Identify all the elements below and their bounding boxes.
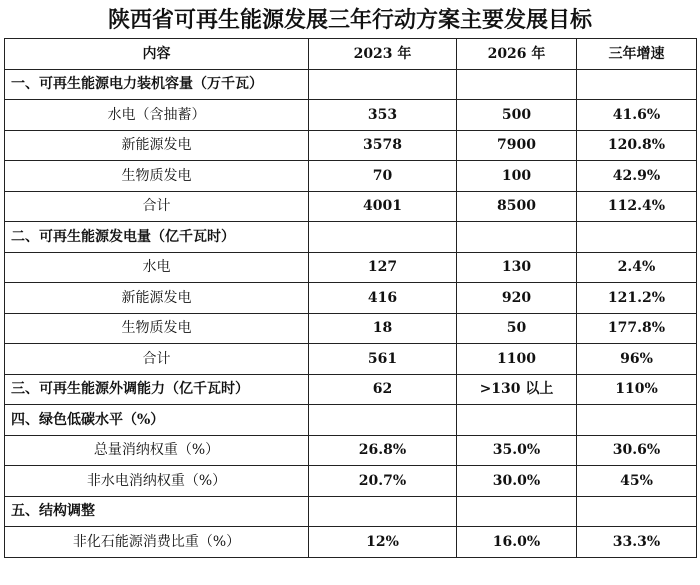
row-label: 新能源发电 xyxy=(5,130,309,161)
value-2023: 416 xyxy=(309,283,457,314)
table-row xyxy=(5,405,697,436)
value-growth: 33.3% xyxy=(577,527,697,558)
value-2023: 18 xyxy=(309,313,457,344)
document-title: 陕西省可再生能源发展三年行动方案主要发展目标 xyxy=(107,7,592,33)
value-2026 xyxy=(457,405,577,436)
row-label: 五、结构调整 xyxy=(5,496,309,527)
value-2023: 3578 xyxy=(309,130,457,161)
value-2023: 353 xyxy=(309,100,457,131)
value-2023: 127 xyxy=(309,252,457,283)
value-2026: 100 xyxy=(457,161,577,192)
row-label: 水电（含抽蓄） xyxy=(5,100,309,131)
value-2023: 4001 xyxy=(309,191,457,222)
value-growth: 41.6% xyxy=(577,100,697,131)
value-2026: 16.0% xyxy=(457,527,577,558)
header-2026: 2026 年 xyxy=(457,39,577,70)
table-row xyxy=(5,374,697,405)
value-2023: 12% xyxy=(309,527,457,558)
table-row xyxy=(5,313,697,344)
value-growth: 42.9% xyxy=(577,161,697,192)
value-growth xyxy=(577,405,697,436)
table-row xyxy=(5,496,697,527)
value-growth: 112.4% xyxy=(577,191,697,222)
value-growth xyxy=(577,496,697,527)
table-row xyxy=(5,191,697,222)
value-2026: 7900 xyxy=(457,130,577,161)
value-growth: 177.8% xyxy=(577,313,697,344)
value-2023: 62 xyxy=(309,374,457,405)
value-2023 xyxy=(309,222,457,253)
value-growth xyxy=(577,222,697,253)
value-2026 xyxy=(457,496,577,527)
row-label: 非水电消纳权重（%） xyxy=(5,466,309,497)
value-growth: 121.2% xyxy=(577,283,697,314)
table-row xyxy=(5,161,697,192)
row-label: 生物质发电 xyxy=(5,313,309,344)
value-2026: >130 以上 xyxy=(457,374,577,405)
value-2026: 30.0% xyxy=(457,466,577,497)
row-label: 总量消纳权重（%） xyxy=(5,435,309,466)
row-label: 非化石能源消费比重（%） xyxy=(5,527,309,558)
row-label: 水电 xyxy=(5,252,309,283)
table-row xyxy=(5,344,697,375)
value-2023: 561 xyxy=(309,344,457,375)
row-label: 合计 xyxy=(5,344,309,375)
value-growth: 96% xyxy=(577,344,697,375)
value-2026: 8500 xyxy=(457,191,577,222)
value-growth: 110% xyxy=(577,374,697,405)
value-2023: 26.8% xyxy=(309,435,457,466)
value-2023: 20.7% xyxy=(309,466,457,497)
row-label: 新能源发电 xyxy=(5,283,309,314)
table-row xyxy=(5,252,697,283)
value-2026 xyxy=(457,222,577,253)
value-2023: 70 xyxy=(309,161,457,192)
table-row xyxy=(5,100,697,131)
value-growth: 30.6% xyxy=(577,435,697,466)
row-label: 合计 xyxy=(5,191,309,222)
value-2023 xyxy=(309,496,457,527)
header-2023: 2023 年 xyxy=(309,39,457,70)
value-2026: 1100 xyxy=(457,344,577,375)
table-row xyxy=(5,222,697,253)
row-label: 一、可再生能源电力装机容量（万千瓦） xyxy=(5,69,309,100)
row-label: 四、绿色低碳水平（%） xyxy=(5,405,309,436)
row-label: 二、可再生能源发电量（亿千瓦时） xyxy=(5,222,309,253)
value-2023 xyxy=(309,405,457,436)
value-2026 xyxy=(457,69,577,100)
value-2026: 35.0% xyxy=(457,435,577,466)
value-2026: 130 xyxy=(457,252,577,283)
value-growth: 45% xyxy=(577,466,697,497)
row-label: 生物质发电 xyxy=(5,161,309,192)
targets-table xyxy=(4,38,697,558)
table-row xyxy=(5,130,697,161)
value-growth: 2.4% xyxy=(577,252,697,283)
value-growth: 120.8% xyxy=(577,130,697,161)
table-row xyxy=(5,435,697,466)
value-2026: 500 xyxy=(457,100,577,131)
value-growth xyxy=(577,69,697,100)
row-label: 三、可再生能源外调能力（亿千瓦时） xyxy=(5,374,309,405)
value-2026: 920 xyxy=(457,283,577,314)
value-2023 xyxy=(309,69,457,100)
header-growth: 三年增速 xyxy=(577,39,697,70)
value-2026: 50 xyxy=(457,313,577,344)
header-content: 内容 xyxy=(5,39,309,70)
table-row xyxy=(5,69,697,100)
table-row xyxy=(5,283,697,314)
table-row xyxy=(5,466,697,497)
table-header-row xyxy=(5,39,697,70)
table-row xyxy=(5,527,697,558)
